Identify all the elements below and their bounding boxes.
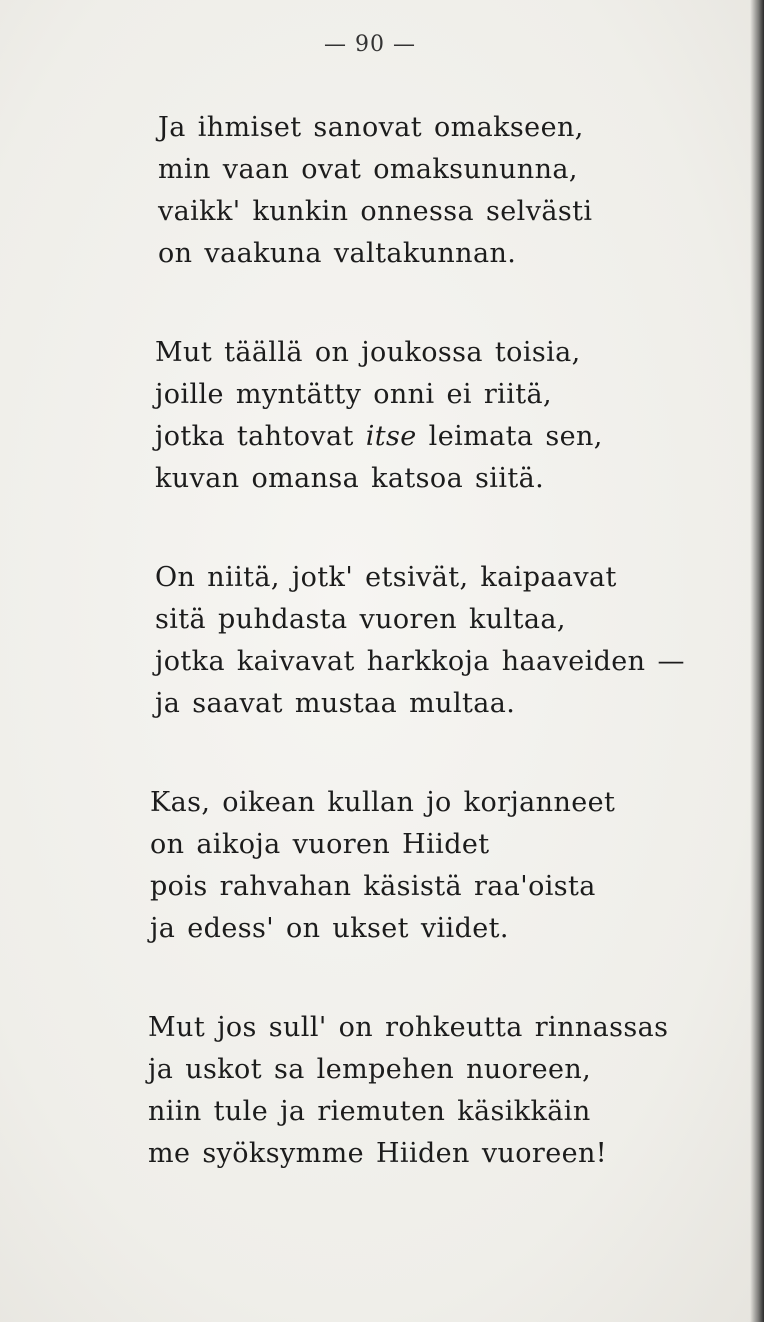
poem-line: ja edess' on ukset viidet. xyxy=(150,913,509,944)
page-number: — 90 — xyxy=(324,32,416,57)
poem-line: On niitä, jotk' etsivät, kaipaavat xyxy=(155,562,617,593)
stanza-2 xyxy=(155,332,603,500)
poem-line: Mut täällä on joukossa toisia, xyxy=(155,337,581,368)
poem-line: kuvan omansa katsoa siitä. xyxy=(155,463,545,494)
poem-line: sitä puhdasta vuoren kultaa, xyxy=(155,604,566,635)
page-edge-shadow xyxy=(750,0,764,1322)
poem-line: on vaakuna valtakunnan. xyxy=(158,238,517,269)
poem-line-with-emphasis xyxy=(155,416,603,458)
line-text-after: leimata sen, xyxy=(416,421,603,452)
stanza-1 xyxy=(158,107,592,275)
stanza-3 xyxy=(155,557,685,725)
poem-line: pois rahvahan käsistä raa'oista xyxy=(150,871,596,902)
poem-line: Ja ihmiset sanovat omakseen, xyxy=(158,112,584,143)
poem-line: me syöksymme Hiiden vuoreen! xyxy=(148,1138,608,1169)
poem-line: joille myntätty onni ei riitä, xyxy=(155,379,552,410)
stanza-5 xyxy=(148,1007,668,1175)
stanza-4 xyxy=(150,782,615,950)
emphasized-word: itse xyxy=(365,421,417,452)
poem-line: on aikoja vuoren Hiidet xyxy=(150,829,490,860)
line-text-before: jotka tahtovat xyxy=(155,421,366,452)
poem-line: vaikk' kunkin onnessa selvästi xyxy=(158,196,593,227)
poem-line: Mut jos sull' on rohkeutta rinnassas xyxy=(148,1012,669,1043)
poem-line: min vaan ovat omaksununna, xyxy=(158,154,578,185)
poem-line: ja uskot sa lempehen nuoreen, xyxy=(148,1054,592,1085)
poem-line: ja saavat mustaa multaa. xyxy=(155,688,516,719)
poem-line: jotka kaivavat harkkoja haaveiden — xyxy=(155,646,685,677)
poem-line: niin tule ja riemuten käsikkäin xyxy=(148,1096,591,1127)
poem-line: Kas, oikean kullan jo korjanneet xyxy=(150,787,616,818)
